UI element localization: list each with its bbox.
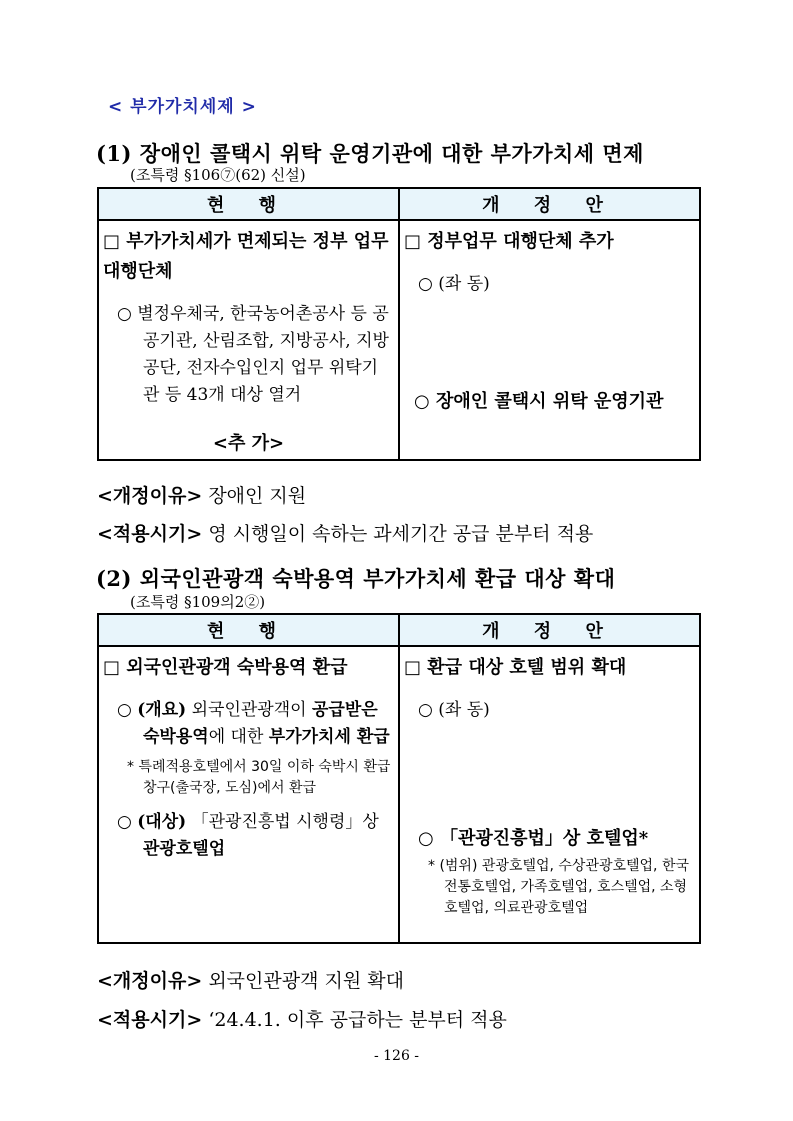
item1-timing-label: <적용시기> (97, 523, 203, 545)
item1-revised-box: □ 정부업무 대행단체 추가 (404, 231, 614, 252)
item1-title: (1) 장애인 콜택시 위탁 운영기관에 대한 부가가치세 면제 (96, 141, 644, 166)
item2-current-bullet2: ○ (대상) 「관광진흥법 시행령」상 관광호텔업 (117, 812, 379, 859)
item2-timing-text: ‘24.4.1. 이후 공급하는 분부터 적용 (208, 1009, 507, 1031)
item1-col-revised: 개 정 안 (399, 188, 700, 220)
item2-title: (2) 외국인관광객 숙박용역 부가가치세 환급 대상 확대 (96, 566, 616, 591)
item1-current-box: □ 부가가치세가 면제되는 정부 업무 대행단체 (103, 231, 389, 282)
item1-legal-ref: (조특령 §106⑦(62) 신설) (130, 166, 306, 184)
item2-reason-label: <개정이유> (97, 970, 203, 992)
item2-revised-bullet2: ○ 「관광진흥법」상 호텔업* (418, 828, 649, 849)
item2-revised-bullet1: ○ (좌 동) (418, 700, 490, 720)
item1-timing-text: 영 시행일이 속하는 과세기간 공급 분부터 적용 (208, 523, 594, 545)
item1-revised-bullet: ○ (좌 동) (418, 274, 490, 294)
item2-revised-note: * (범위) 관광호텔업, 수상관광호텔업, 한국전통호텔업, 가족호텔업, 호스텔업, 소형호텔업, 의료관광호텔업 (428, 858, 690, 916)
item1-reason-text: 장애인 지원 (208, 485, 307, 507)
item1-current-add: <추 가> (212, 433, 285, 454)
item2-timing-label: <적용시기> (97, 1009, 203, 1031)
item2-current-bullet1: ○ (개요) 외국인관광객이 공급받은 숙박용역에 대한 부가가치세 환급 (117, 700, 390, 747)
item2-current-note: * 특례적용호텔에서 30일 이하 숙박시 환급창구(출국장, 도심)에서 환급 (127, 759, 391, 796)
item1-col-current: 현 행 (98, 188, 399, 220)
item2-current-box: □ 외국인관광객 숙박용역 환급 (103, 657, 348, 678)
item2-reason-text: 외국인관광객 지원 확대 (208, 970, 404, 992)
item1-comparison-table (97, 187, 701, 461)
item1-reason-label: <개정이유> (97, 485, 203, 507)
item2-col-revised: 개 정 안 (399, 614, 700, 646)
item1-revised-add: ○ 장애인 콜택시 위탁 운영기관 (414, 391, 664, 412)
item2-col-current: 현 행 (98, 614, 399, 646)
item2-legal-ref: (조특령 §109의2②) (130, 593, 266, 611)
section-heading: < 부가가치세제 > (108, 97, 257, 117)
item1-current-bullet: ○ 별정우체국, 한국농어촌공사 등 공공기관, 산림조합, 지방공사, 지방공단, 전자수입인지 업무 위탁기관 등 43개 대상 열거 (117, 304, 389, 405)
item2-comparison-table (97, 613, 701, 944)
page-number: - 126 - (373, 1048, 420, 1064)
item2-revised-box: □ 환급 대상 호텔 범위 확대 (404, 657, 627, 678)
